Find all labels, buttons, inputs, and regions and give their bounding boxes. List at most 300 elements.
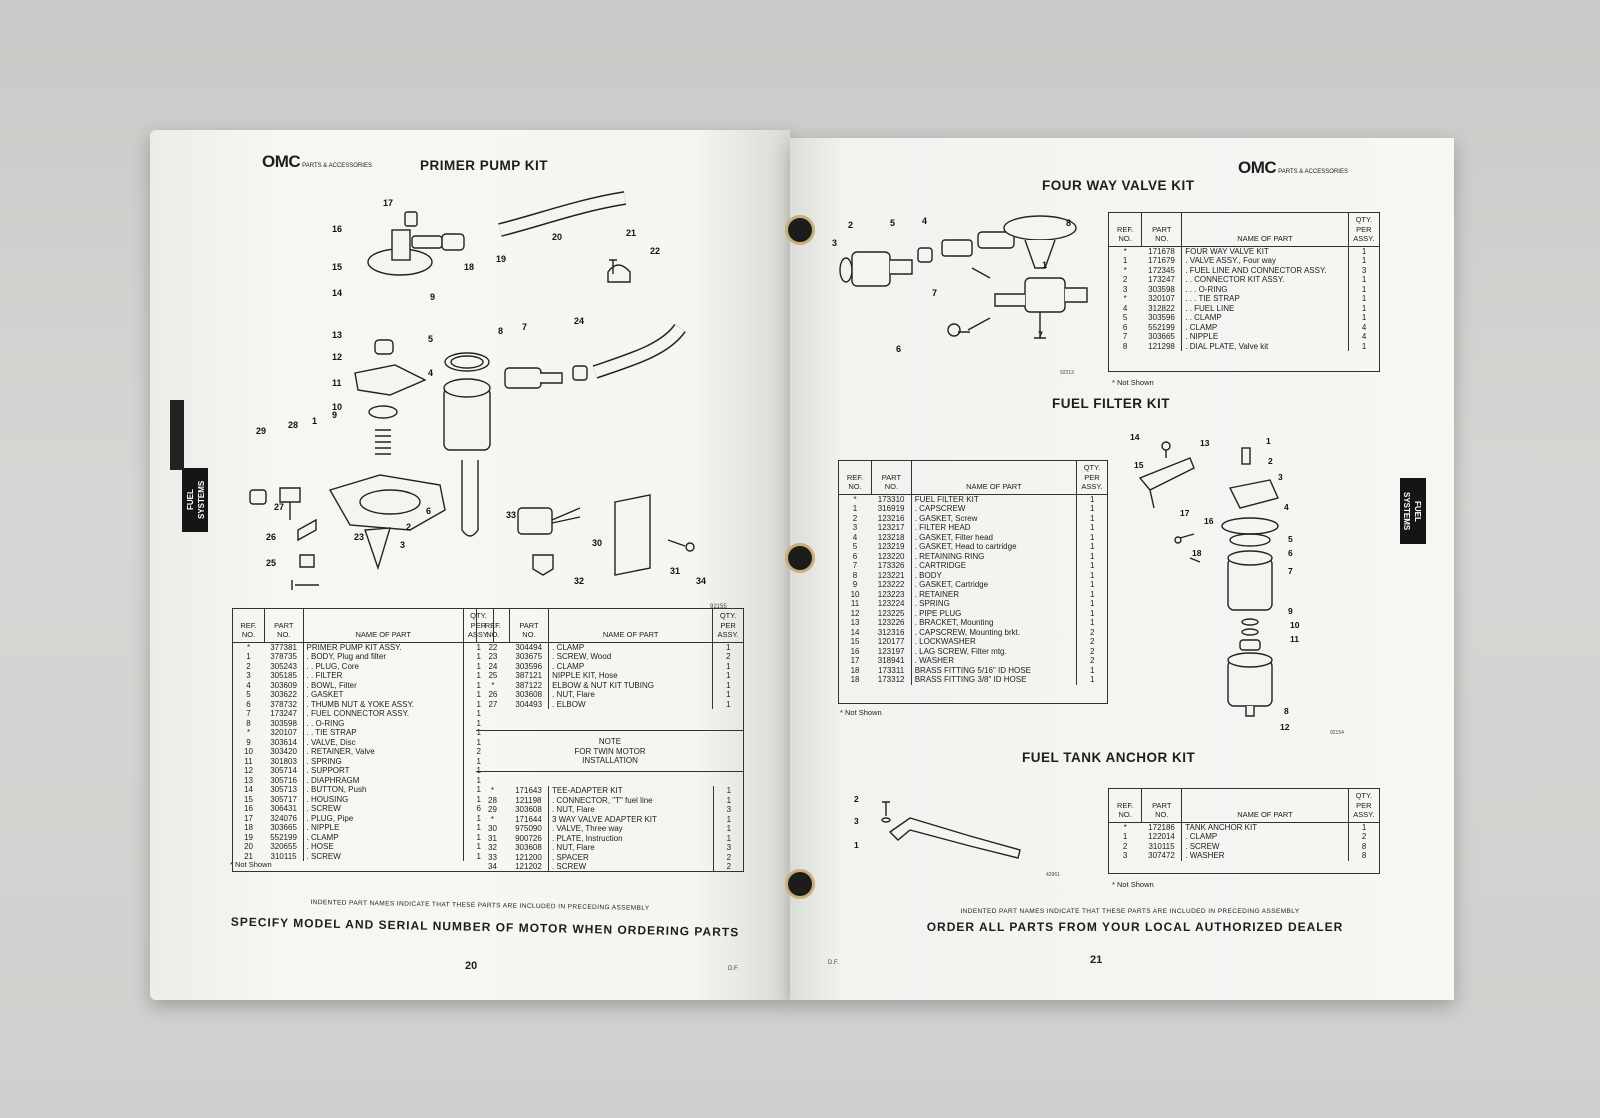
table-row (1109, 294, 1380, 304)
table-row (476, 843, 744, 853)
part-name: . BODY, Plug and filter (303, 652, 463, 662)
callout: 34 (696, 576, 707, 586)
ref-no: 9 (852, 580, 858, 589)
ref-no: 3 (246, 671, 251, 680)
ref-no: 9 (246, 737, 251, 747)
ref-no: 14 (850, 627, 860, 637)
table-row (1109, 822, 1380, 832)
callout: 30 (592, 538, 603, 548)
part-name: FOUR WAY VALVE KIT (1182, 246, 1349, 256)
callout: 3 (400, 540, 406, 550)
part-no: 303596 (1148, 313, 1175, 322)
callout: 2 (1268, 456, 1273, 466)
table-row (233, 776, 494, 786)
callout: 19 (496, 254, 507, 264)
table-row (1109, 842, 1380, 852)
brand-name: OMC (1238, 158, 1277, 177)
part-no: 312316 (877, 627, 905, 637)
part-no: 123216 (877, 513, 905, 523)
part-no: 316919 (877, 504, 905, 513)
col-ref: REF. NO. (233, 609, 265, 643)
not-shown-note: * Not Shown (230, 860, 272, 869)
part-name: . . O-RING (303, 719, 463, 729)
qty: 1 (1090, 589, 1095, 599)
table-row (233, 842, 494, 852)
callout: 6 (896, 344, 902, 354)
part-name: . NUT, Flare (548, 843, 713, 853)
col-part: PART NO. (872, 461, 912, 495)
part-no: 900726 (515, 833, 542, 843)
page-title: PRIMER PUMP KIT (420, 158, 549, 173)
ref-no: 3 (1122, 851, 1128, 860)
part-name: . SCREW (303, 804, 463, 814)
part-name: . . TIE STRAP (303, 728, 463, 738)
ref-no: 16 (244, 804, 253, 813)
callout: 7 (932, 288, 938, 298)
callout: 10 (1290, 620, 1300, 630)
callout: 17 (1180, 508, 1190, 518)
qty: 1 (476, 794, 481, 804)
part-name: . SUPPORT (303, 766, 463, 776)
callout: 7 (1038, 330, 1044, 340)
part-name: . HOSE (303, 842, 463, 852)
part-name: . ELBOW (549, 700, 713, 710)
parts-table-3-body (476, 786, 744, 872)
ref-no: 3 (852, 523, 858, 532)
col-part: PART NO. (509, 609, 548, 643)
table-row (839, 656, 1108, 666)
left-page (150, 130, 790, 1000)
qty: 1 (726, 690, 731, 699)
ref-no: 27 (488, 699, 498, 709)
ref-no: 31 (488, 833, 497, 843)
part-no: 123219 (877, 542, 905, 551)
part-name: . HOUSING (303, 795, 463, 805)
part-no: 303665 (270, 823, 297, 832)
table-row (477, 671, 744, 681)
parts-table-2-body (477, 642, 744, 709)
part-name: . VALVE, Disc (303, 738, 463, 748)
part-no: 303665 (1148, 332, 1175, 341)
ref-no: 11 (850, 599, 860, 608)
callout: 4 (922, 216, 928, 226)
ref-no: 21 (244, 851, 253, 861)
qty: 1 (1361, 246, 1367, 256)
parts-table-1-body (233, 642, 494, 861)
ref-no: 19 (244, 832, 253, 842)
fuel-filter-diagram (1130, 428, 1360, 738)
qty: 1 (1090, 561, 1095, 570)
anchor-parts-table (1108, 788, 1380, 861)
ref-no: 12 (850, 608, 860, 618)
part-name: . WASHER (911, 656, 1076, 666)
part-no: 171644 (515, 814, 542, 824)
part-no: 305243 (270, 661, 297, 671)
part-name: . VALVE, Three way (548, 824, 713, 834)
part-no: 173326 (877, 561, 905, 570)
part-name: . FUEL CONNECTOR ASSY. (303, 709, 463, 719)
ref-no: * (490, 786, 495, 795)
ref-no: 1 (1122, 832, 1128, 841)
part-name: . PLATE, Instruction (548, 834, 713, 844)
part-no: 305714 (270, 766, 297, 775)
table-row (233, 662, 494, 672)
part-name: BRASS FITTING 5/16" ID HOSE (911, 666, 1076, 676)
part-no: 303675 (515, 652, 543, 661)
col-name: NAME OF PART (303, 609, 463, 643)
qty: 1 (1361, 303, 1367, 313)
qty: 1 (1361, 284, 1367, 294)
part-name: . FUEL LINE AND CONNECTOR ASSY. (1182, 266, 1349, 276)
ref-no: 6 (852, 551, 858, 561)
valve-parts-table (1108, 212, 1380, 351)
part-no: 303614 (270, 737, 297, 747)
ref-no: * (1123, 246, 1127, 256)
part-name: . NIPPLE (1182, 332, 1349, 342)
part-name: . DIAPHRAGM (303, 776, 463, 786)
part-no: 320107 (1148, 294, 1175, 303)
indented-note: INDENTED PART NAMES INDICATE THAT THESE PARTS ARE INCLUDED IN PRECEDING ASSEMBLY (310, 899, 650, 912)
qty: 3 (726, 843, 732, 852)
qty: 1 (476, 832, 481, 842)
brand-sub: PARTS & ACCESSORIES (302, 163, 372, 169)
col-ref: REF. NO. (1109, 213, 1142, 247)
callout: 18 (464, 262, 475, 272)
callout: 13 (332, 330, 343, 340)
table-row (233, 747, 494, 757)
ref-no: 15 (244, 794, 253, 804)
col-ref: REF. NO. (1109, 789, 1142, 823)
part-no: 305716 (270, 775, 297, 785)
callout: 28 (288, 420, 299, 430)
qty: 1 (476, 737, 481, 747)
qty: 1 (1361, 341, 1367, 351)
table-row (233, 642, 494, 652)
table-row (839, 561, 1108, 571)
anchor-kit-title: FUEL TANK ANCHOR KIT (1022, 750, 1196, 765)
part-name: . . FUEL LINE (1182, 304, 1349, 314)
qty: 1 (726, 671, 731, 680)
part-name: . RETAINER (911, 590, 1076, 600)
qty: 1 (476, 842, 481, 851)
qty: 4 (1361, 332, 1367, 341)
ref-no: 16 (850, 646, 860, 656)
page-number: 21 (1090, 954, 1103, 966)
qty: 1 (476, 680, 481, 690)
part-name: . DIAL PLATE, Valve kit (1182, 342, 1349, 352)
table-row (476, 796, 744, 806)
qty: 1 (726, 795, 732, 805)
ref-no: 6 (246, 699, 251, 709)
table-row (1109, 256, 1380, 266)
table-row (839, 542, 1108, 552)
table-row (233, 795, 494, 805)
part-name: . LAG SCREW, Filter mtg. (911, 647, 1076, 657)
part-name: . GASKET (303, 690, 463, 700)
table-row (233, 700, 494, 710)
part-name: . BODY (911, 571, 1076, 581)
part-no: 310115 (1148, 841, 1175, 851)
ref-no: 18 (850, 665, 860, 675)
callout: 4 (1284, 502, 1289, 512)
part-no: 123225 (877, 608, 905, 618)
part-name: . LOCKWASHER (911, 637, 1076, 647)
ref-no: * (490, 814, 495, 824)
callout: 15 (1134, 460, 1144, 470)
table-row (476, 815, 744, 825)
table-row (476, 786, 744, 796)
table-row (1109, 285, 1380, 295)
table-row (839, 590, 1108, 600)
table-row (839, 647, 1108, 657)
table-row (839, 552, 1108, 562)
callout: 5 (890, 218, 896, 228)
part-no: 172186 (1148, 822, 1175, 832)
part-name: . CLAMP (1182, 832, 1349, 842)
qty: 2 (1361, 832, 1367, 841)
table-row (839, 637, 1108, 647)
filter-parts-body (839, 494, 1108, 685)
ref-no: 2 (1122, 275, 1128, 284)
callout: 13 (1200, 438, 1210, 448)
callout: 12 (332, 352, 343, 362)
ref-no: 12 (244, 766, 253, 775)
table-row (1109, 342, 1380, 352)
qty: 1 (1090, 618, 1095, 627)
qty: 1 (1361, 256, 1367, 265)
qty: 2 (1090, 656, 1095, 665)
part-name: . RETAINER, Valve (303, 747, 463, 757)
part-name: . BOWL, Filter (303, 681, 463, 691)
callout: 16 (1204, 516, 1214, 526)
table-row (1109, 332, 1380, 342)
col-qty: QTY. PER ASSY. (1348, 789, 1379, 823)
part-no: 312822 (1148, 303, 1175, 313)
table-row (839, 609, 1108, 619)
callout: 26 (266, 532, 277, 542)
ref-no: 8 (246, 718, 251, 728)
part-no: 552199 (270, 832, 297, 842)
qty: 1 (476, 718, 481, 728)
qty: 1 (1090, 523, 1095, 532)
part-name: . . . O-RING (1182, 285, 1349, 295)
part-name: . GASKET, Filter head (911, 533, 1076, 543)
ref-no: * (1123, 265, 1127, 275)
part-name: . SPRING (911, 599, 1076, 609)
callout: 7 (1288, 566, 1293, 576)
part-name: . FILTER HEAD (911, 523, 1076, 533)
right-page (790, 138, 1454, 1000)
table-row (233, 728, 494, 738)
binder-hole (788, 218, 812, 242)
note-title: NOTE (598, 737, 622, 746)
part-no: 304493 (515, 699, 543, 709)
qty: 6 (476, 804, 481, 813)
table-row (839, 666, 1108, 676)
qty: 1 (476, 671, 481, 680)
part-no: 173310 (877, 494, 905, 504)
callout: 5 (1288, 534, 1293, 544)
part-no: 318941 (877, 656, 905, 665)
not-shown-note: * Not Shown (1112, 880, 1154, 889)
callout: 33 (506, 510, 517, 520)
brand-sub: PARTS & ACCESSORIES (1278, 169, 1348, 175)
col-part: PART NO. (1142, 789, 1182, 823)
qty: 2 (726, 862, 732, 871)
ref-no: 32 (488, 843, 497, 852)
table-row (476, 805, 744, 815)
ref-no: * (853, 494, 857, 504)
table-row (233, 804, 494, 814)
part-name: . CARTRIDGE (911, 561, 1076, 571)
ref-no: * (1123, 822, 1127, 832)
table-row (1109, 275, 1380, 285)
part-no: 305717 (270, 794, 297, 804)
callout: 17 (383, 198, 394, 208)
tank-anchor-diagram (850, 788, 1080, 878)
ref-no: 18 (244, 823, 253, 832)
col-name: NAME OF PART (911, 461, 1076, 495)
part-name: . NIPPLE (303, 823, 463, 833)
callout: 6 (1288, 548, 1293, 558)
part-name: . SCREW (548, 862, 713, 872)
callout: 9 (430, 292, 436, 302)
part-no: 173247 (1148, 275, 1175, 284)
qty: 1 (1090, 504, 1095, 513)
ref-no: 5 (246, 690, 251, 699)
col-ref: REF. NO. (477, 609, 510, 643)
qty: 1 (476, 699, 481, 709)
qty: 1 (1090, 599, 1095, 608)
ref-no: 1 (852, 504, 858, 513)
table-row (233, 757, 494, 767)
part-name: . CLAMP (303, 833, 463, 843)
indented-note: INDENTED PART NAMES INDICATE THAT THESE PARTS ARE INCLUDED IN PRECEDING ASSEMBLY (960, 908, 1300, 915)
ref-no: 28 (488, 795, 497, 805)
binder-hole (788, 872, 812, 896)
ref-no: 20 (244, 842, 253, 851)
ref-no: 8 (852, 570, 858, 580)
callout: 14 (332, 288, 343, 298)
qty: 1 (726, 814, 732, 824)
part-no: 324076 (270, 813, 297, 823)
part-name: . WASHER (1182, 851, 1349, 861)
part-no: 303420 (270, 747, 297, 756)
ref-no: 2 (852, 513, 858, 523)
table-row (1109, 304, 1380, 314)
corner-code: D.F. (728, 966, 739, 972)
not-shown-note: * Not Shown (840, 708, 882, 717)
part-name: . CAPSCREW (911, 504, 1076, 514)
table-row (233, 709, 494, 719)
part-no: 123218 (877, 532, 905, 542)
ref-no: 7 (246, 709, 251, 718)
callout: 2 (848, 220, 854, 230)
table-row (476, 853, 744, 863)
part-no: 320655 (270, 842, 297, 851)
qty: 2 (726, 852, 732, 862)
qty: 4 (1361, 322, 1367, 332)
table-row (233, 681, 494, 691)
part-name: . NUT, Flare (548, 805, 713, 815)
ref-no: 5 (852, 542, 858, 551)
ref-no: 26 (488, 690, 498, 699)
ref-no: 22 (488, 642, 498, 652)
part-name: TEE-ADAPTER KIT (548, 786, 713, 796)
part-name: . NUT, Flare (549, 690, 713, 700)
table-row (839, 523, 1108, 533)
qty: 1 (476, 728, 481, 737)
page-number: 20 (465, 960, 478, 972)
part-no: 123220 (877, 551, 905, 561)
part-no: 320107 (270, 728, 297, 737)
ref-no: 13 (244, 775, 253, 785)
table-row (1109, 313, 1380, 323)
table-row (476, 834, 744, 844)
qty: 1 (1090, 580, 1095, 589)
qty: 1 (726, 642, 731, 652)
table-row (1109, 851, 1380, 861)
callout: 10 (332, 402, 343, 412)
part-name: . SCREW, Wood (549, 652, 713, 662)
part-no: 123223 (877, 589, 905, 599)
qty: 1 (726, 680, 731, 690)
part-no: 378732 (270, 699, 297, 709)
callout: 2 (854, 794, 859, 804)
part-name: PRIMER PUMP KIT ASSY. (303, 642, 463, 652)
part-name: . GASKET, Head to cartridge (911, 542, 1076, 552)
qty: 1 (1090, 665, 1095, 675)
qty: 3 (1361, 265, 1367, 275)
ref-no: 10 (244, 747, 253, 756)
part-name: . . CONNECTOR KIT ASSY. (1182, 275, 1349, 285)
col-qty: QTY. PER ASSY. (713, 609, 744, 643)
note-text: FOR TWIN MOTOR INSTALLATION (574, 746, 646, 765)
part-no: 173247 (270, 709, 297, 718)
callout: 29 (256, 426, 267, 436)
table-row (233, 785, 494, 795)
qty: 1 (726, 699, 731, 709)
ref-no: * (1123, 294, 1127, 303)
part-no: 172345 (1148, 265, 1175, 275)
callout: 7 (522, 322, 528, 332)
brand-name: OMC (262, 152, 301, 171)
callout: 1 (854, 840, 859, 850)
part-no: 122014 (1148, 832, 1175, 841)
part-name: BRASS FITTING 3/8" ID HOSE (911, 675, 1076, 685)
table-row (477, 662, 744, 672)
qty: 1 (476, 652, 481, 661)
part-no: 123197 (877, 646, 905, 656)
col-part: PART NO. (1142, 213, 1182, 247)
table-row (839, 494, 1108, 504)
callout: 8 (1066, 218, 1072, 228)
diagram-code: 92213 (1060, 370, 1074, 376)
callout: 25 (266, 558, 277, 568)
qty: 1 (1090, 551, 1095, 561)
table-row (839, 533, 1108, 543)
part-name: . CLAMP (549, 642, 713, 652)
qty: 2 (476, 747, 481, 756)
callout: 11 (1290, 634, 1299, 644)
part-no: 173312 (877, 675, 905, 684)
callout: 24 (574, 316, 585, 326)
part-no: 303622 (270, 690, 297, 699)
part-name: . BRACKET, Mounting (911, 618, 1076, 628)
part-name: ELBOW & NUT KIT TUBING (549, 681, 713, 691)
callout: 8 (498, 326, 504, 336)
callout: 15 (332, 262, 343, 272)
